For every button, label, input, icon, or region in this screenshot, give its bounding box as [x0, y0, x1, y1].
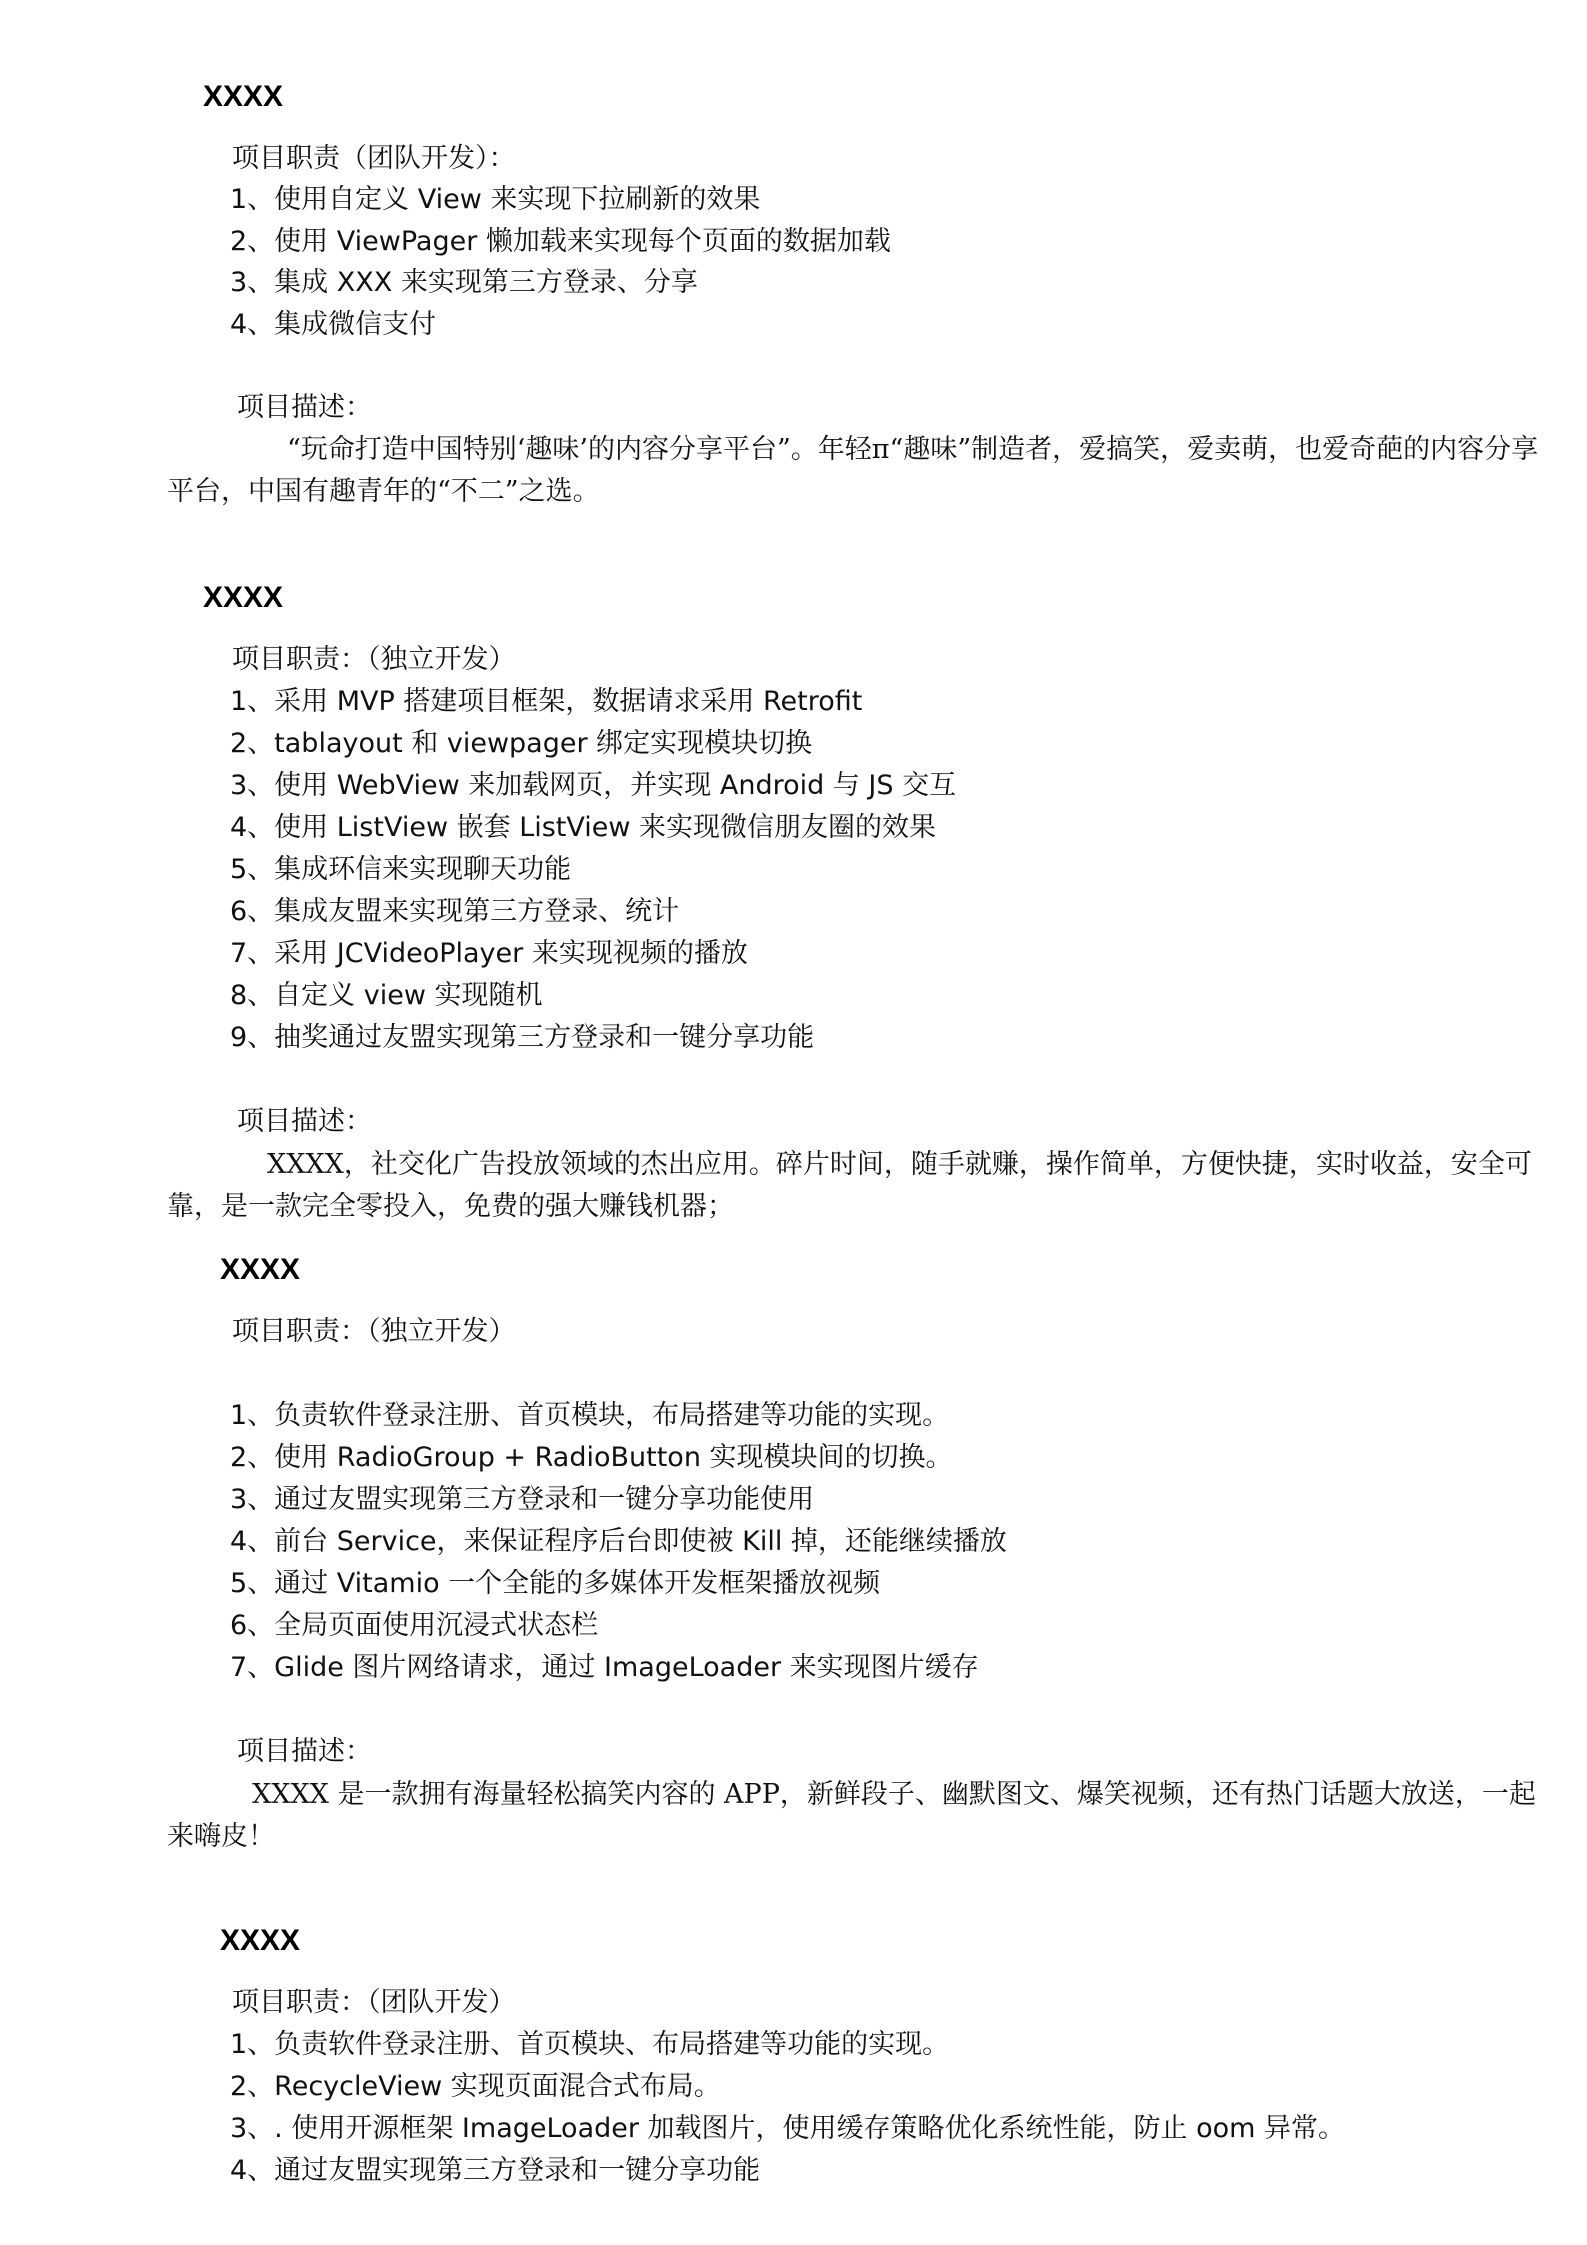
description-label: 项目描述： — [237, 1106, 372, 1137]
list-item: 5、通过 Vitamio 一个全能的多媒体开发框架播放视频 — [230, 1568, 881, 1599]
list-item: 9、抽奖通过友盟实现第三方登录和一键分享功能 — [230, 1022, 815, 1053]
list-item: 6、全局页面使用沉浸式状态栏 — [230, 1610, 599, 1641]
list-item: 2、使用 ViewPager 懒加载来实现每个页面的数据加载 — [230, 226, 891, 257]
description-text: XXXX 是一款拥有海量轻松搞笑内容的 APP，新鲜段子、幽默图文、爆笑视频，还有热门话题大放送，一起来嗨皮！ — [167, 1779, 1536, 1852]
list-item: 4、使用 ListView 嵌套 ListView 来实现微信朋友圈的效果 — [230, 812, 937, 843]
project-title: XXXX — [203, 80, 284, 113]
responsibility-label: 项目职责：（独立开发） — [232, 1316, 516, 1347]
list-item: 3、通过友盟实现第三方登录和一键分享功能使用 — [230, 1484, 815, 1515]
description-text: “玩命打造中国特别‘趣味’的内容分享平台”。年轻π“趣味”制造者，爱搞笑，爱卖萌，也爱奇葩的内容分享平台，中国有趣青年的“不二”之选。 — [167, 434, 1539, 507]
list-item: 7、Glide 图片网络请求，通过 ImageLoader 来实现图片缓存 — [230, 1652, 979, 1683]
list-item: 3、. 使用开源框架 ImageLoader 加载图片，使用缓存策略优化系统性能，防止 oom 异常。 — [230, 2113, 1346, 2144]
list-item: 2、使用 RadioGroup + RadioButton 实现模块间的切换。 — [230, 1442, 953, 1473]
list-item: 1、采用 MVP 搭建项目框架，数据请求采用 Retrofit — [230, 686, 863, 717]
list-item: 2、tablayout 和 viewpager 绑定实现模块切换 — [230, 728, 813, 759]
list-item: 4、集成微信支付 — [230, 309, 437, 340]
list-item: 4、通过友盟实现第三方登录和一键分享功能 — [230, 2155, 761, 2186]
project-title: XXXX — [220, 1924, 301, 1957]
list-item: 1、使用自定义 View 来实现下拉刷新的效果 — [230, 184, 761, 215]
list-item: 1、负责软件登录注册、首页模块、布局搭建等功能的实现。 — [230, 2029, 950, 2060]
project-title: XXXX — [203, 581, 284, 614]
list-item: 8、自定义 view 实现随机 — [230, 980, 543, 1011]
responsibility-label: 项目职责：（独立开发） — [232, 644, 516, 675]
list-item: 4、前台 Service，来保证程序后台即使被 Kill 掉，还能继续播放 — [230, 1526, 1007, 1557]
responsibility-label: 项目职责：（团队开发） — [232, 1987, 516, 2018]
list-item: 3、集成 XXX 来实现第三方登录、分享 — [230, 267, 698, 298]
responsibility-label: 项目职责（团队开发）： — [232, 143, 516, 174]
description-label: 项目描述： — [237, 1736, 372, 1767]
description-label: 项目描述： — [237, 392, 372, 423]
list-item: 5、集成环信来实现聊天功能 — [230, 854, 572, 885]
list-item: 1、负责软件登录注册、首页模块，布局搭建等功能的实现。 — [230, 1400, 950, 1431]
list-item: 2、RecycleView 实现页面混合式布局。 — [230, 2071, 721, 2102]
list-item: 3、使用 WebView 来加载网页，并实现 Android 与 JS 交互 — [230, 770, 957, 801]
project-title: XXXX — [220, 1253, 301, 1286]
list-item: 6、集成友盟来实现第三方登录、统计 — [230, 896, 680, 927]
description-text: XXXX，社交化广告投放领域的杰出应用。碎片时间，随手就赚，操作简单，方便快捷，实时收益，安全可靠，是一款完全零投入，免费的强大赚钱机器； — [167, 1149, 1532, 1222]
list-item: 7、采用 JCVideoPlayer 来实现视频的播放 — [230, 938, 748, 969]
